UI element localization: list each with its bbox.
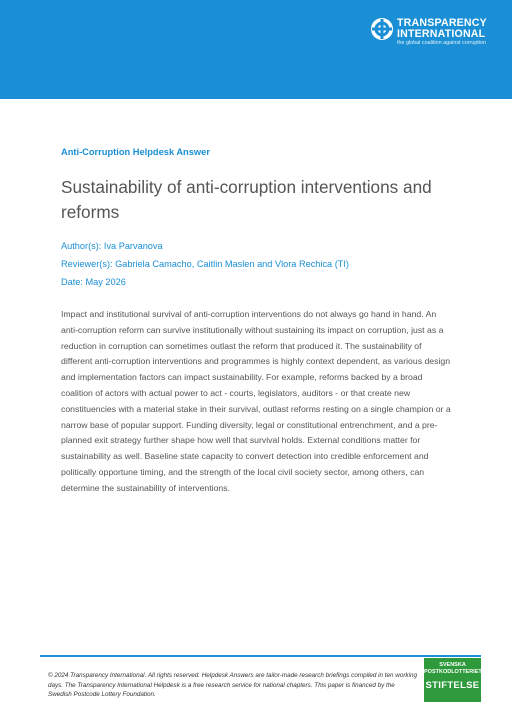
document-kicker: Anti-Corruption Helpdesk Answer xyxy=(61,147,210,157)
logo-tagline: the global coalition against corruption xyxy=(397,40,487,46)
document-meta xyxy=(61,238,349,291)
badge-main-text: STIFTELSE xyxy=(425,680,480,691)
abstract-paragraph: Impact and institutional survival of anti-corruption interventions do not always go hand in hand. An anti-corruption reform can survive institutionally without sustaining its impact on corruption, just as a reduction in corruption can sometimes outlast the reform that produced it. The sustainability of different anti-corruption interventions and programmes is highly context dependent, as various design and implementation factors can impact sustainability. For example, reforms backed by a broad coalition of actors with actual power to act - courts, legislators, auditors - or that create new constituencies with a material stake in their survival, outlast reforms resting on a single champion or a narrow base of popular support. Funding diversity, legal or constitutional entrenchment, and a pre-planned exit strategy further shape how well that survival holds. External conditions matter for sustainability as well. Baseline state capacity to convert detection into credible enforcement and politically opportune timing, and the strength of the local civil society sector, among others, can determine the sustainability of interventions. xyxy=(61,309,451,493)
authors-line: Author(s): Iva Parvanova xyxy=(61,241,163,251)
postcode-lottery-badge xyxy=(424,658,486,702)
logo-line-1: TRANSPARENCY xyxy=(397,17,487,29)
header-band xyxy=(0,0,512,99)
ti-logo-icon xyxy=(370,17,394,41)
footer-copyright: © 2024 Transparency International. All rights reserved. Helpdesk Answers are tailor-made research briefings compiled in ten working days. The Transparency International Helpdesk is a free research service for national chapters. This paper is financed by the Swedish Postcode Lottery Foundation. xyxy=(48,672,417,699)
transparency-international-logo xyxy=(370,16,506,52)
logo-wordmark xyxy=(397,18,487,39)
badge-subtitle xyxy=(424,658,486,676)
document-title: Sustainability of anti-corruption interventions and reforms xyxy=(61,177,432,222)
logo-line-2: INTERNATIONAL xyxy=(397,27,486,40)
badge-line-2: POSTKODLOTTERIETS xyxy=(424,669,486,675)
date-line: Date: May 2026 xyxy=(61,276,126,287)
badge-line-1: SVENSKA xyxy=(439,662,466,668)
footer-divider xyxy=(40,655,481,657)
reviewers-line: Reviewer(s): Gabriela Camacho, Caitlin Maslen and Vlora Rechica (TI) xyxy=(61,258,349,269)
